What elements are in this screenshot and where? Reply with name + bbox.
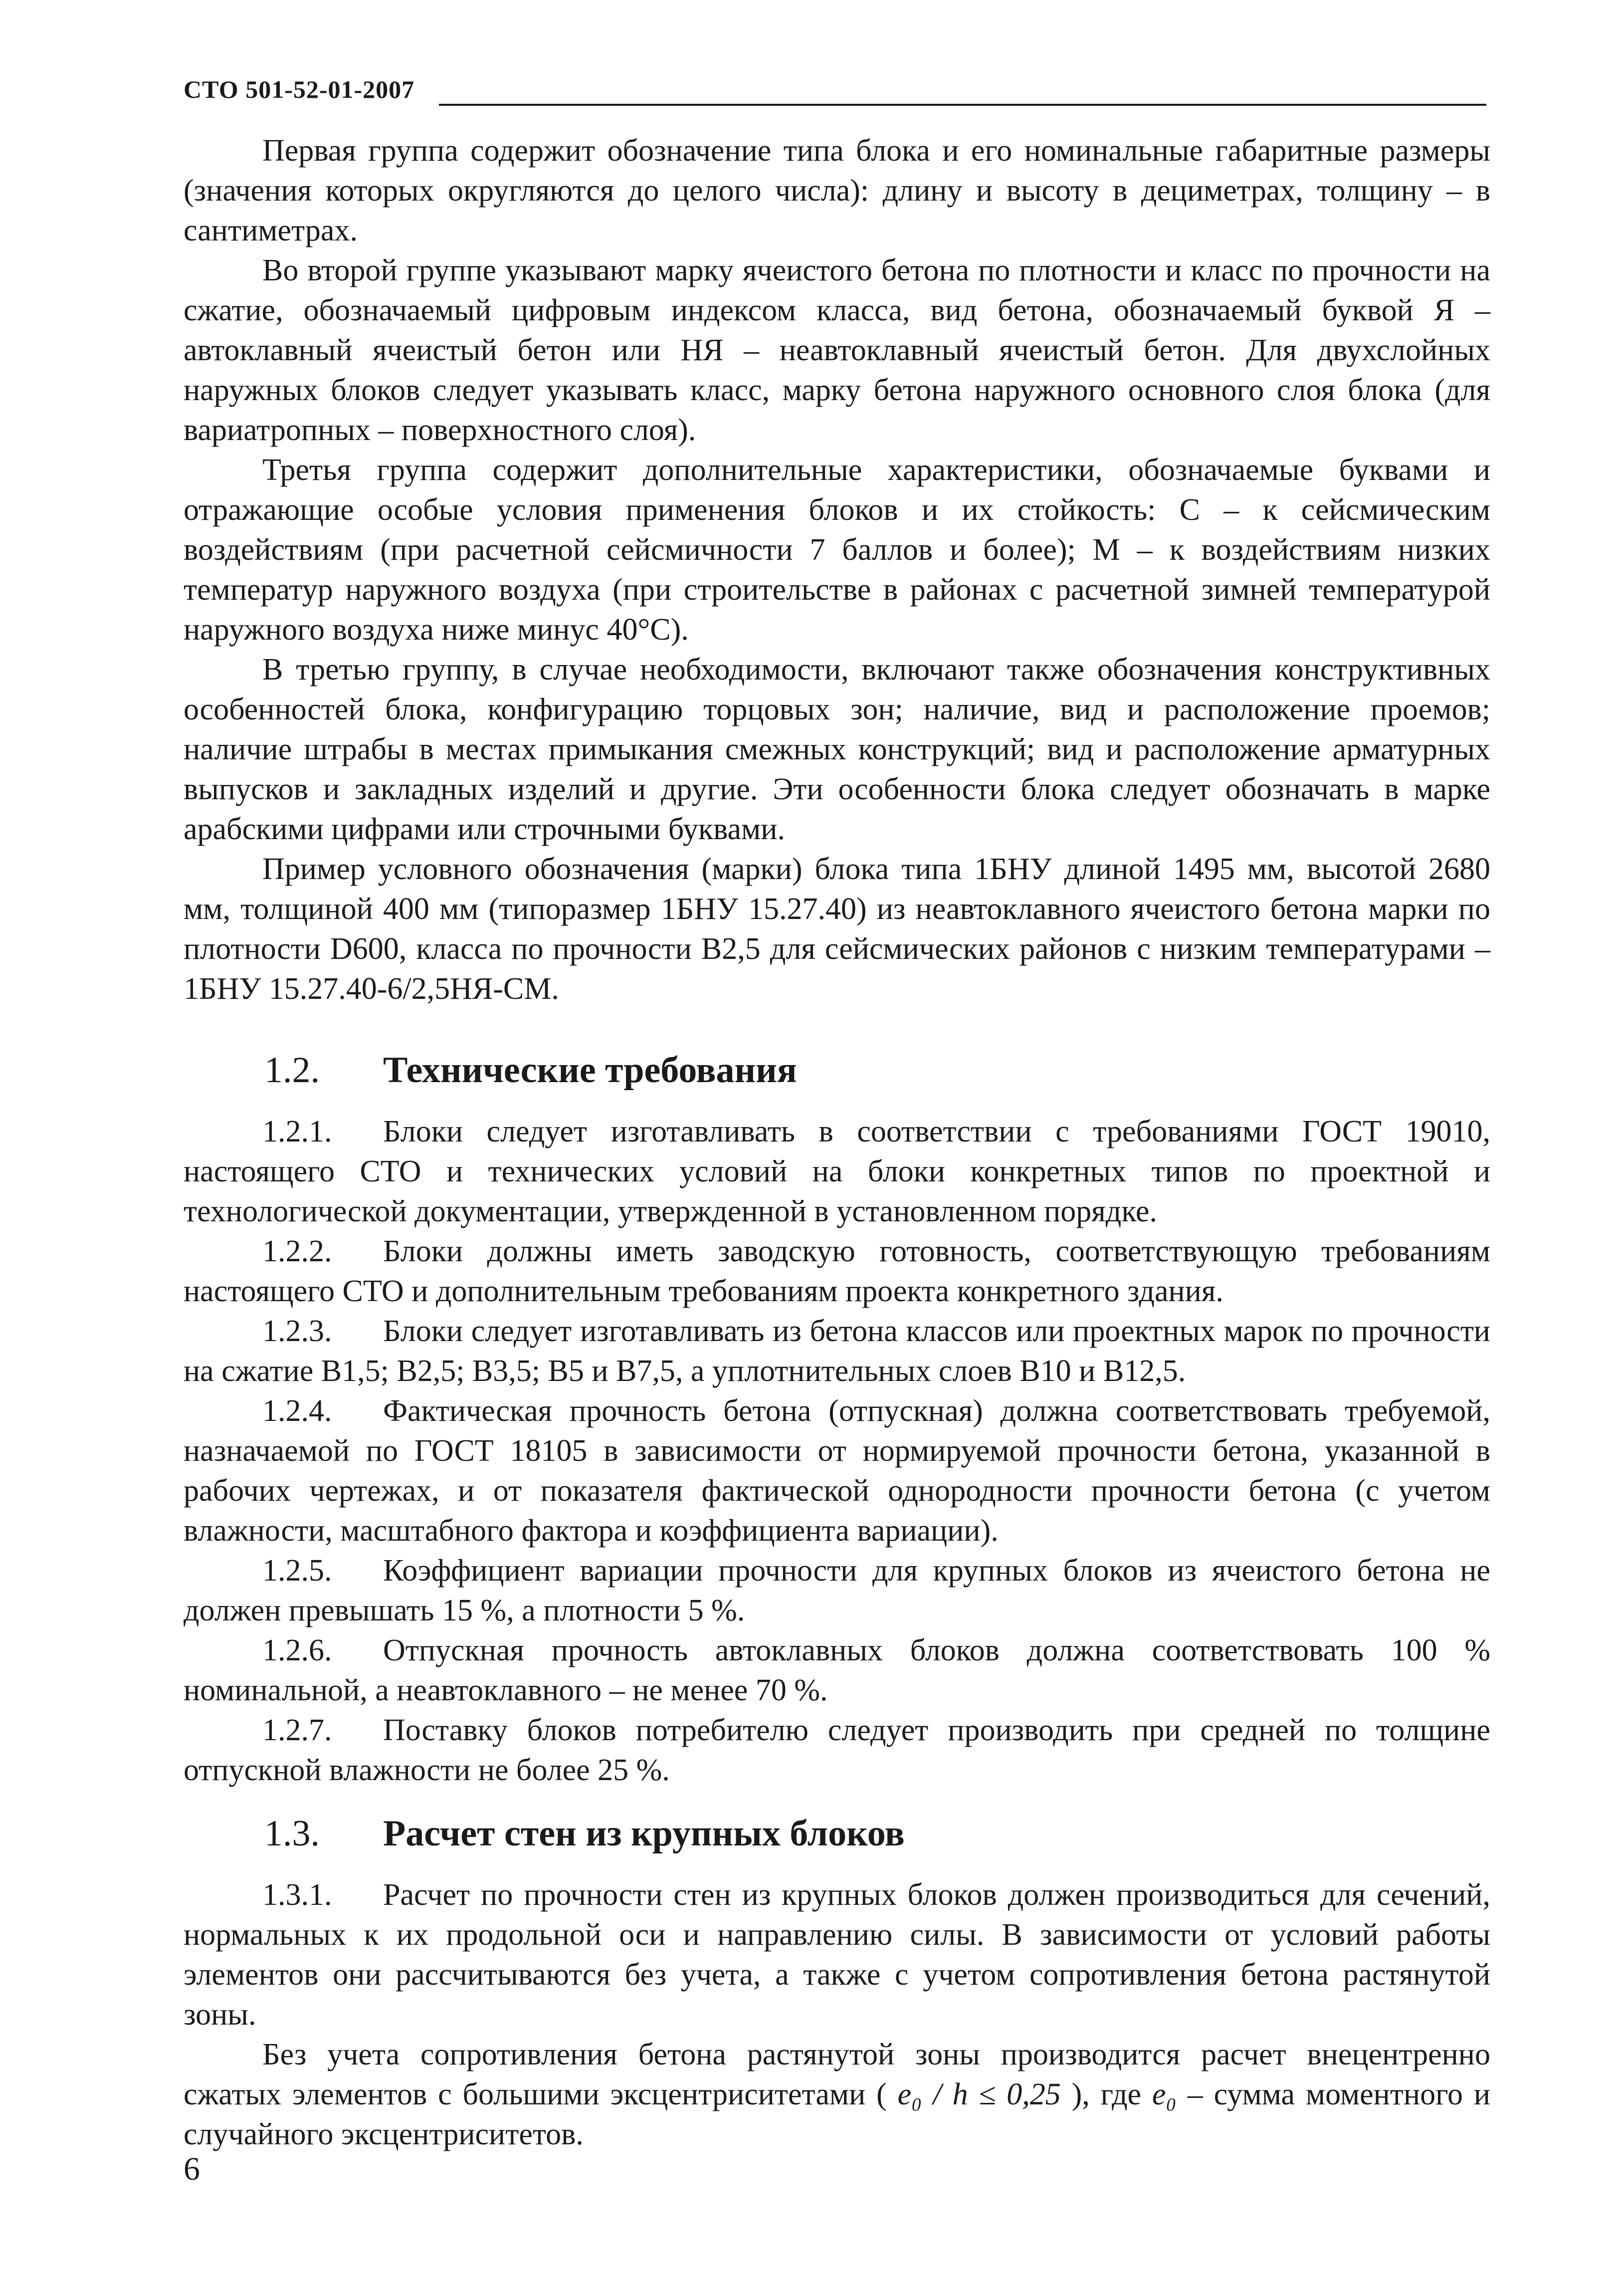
intro-paragraph: Первая группа содержит обозначение типа блока и его номинальные габаритные размеры (значения которых округляются до целого числа): длину и высоту в дециметрах, толщину – в сантиметрах. xyxy=(184,134,1490,247)
section-1-3-body xyxy=(184,1875,1490,2154)
header-rule xyxy=(439,104,1486,106)
clause-number: 1.2.7. xyxy=(262,1713,332,1747)
clause-text: Отпускная прочность автоклавных блоков должна соответствовать 100 % номинальной, а неавтоклавного – не менее 70 %. xyxy=(184,1633,1490,1707)
page-number: 6 xyxy=(184,2151,200,2187)
section-title: Расчет стен из крупных блоков xyxy=(383,1813,905,1854)
clause-text: Коэффициент вариации прочности для крупных блоков из ячеистого бетона не должен превышать 15 %, а плотности 5 %. xyxy=(184,1554,1490,1627)
clause-text: Блоки следует изготавливать в соответствии с требованиями ГОСТ 19010, настоящего СТО и технических условий на блоки конкретных типов по проектной и технологической документации, утвержденной в установленном порядке. xyxy=(184,1115,1490,1228)
clause xyxy=(184,1630,1490,1710)
clause xyxy=(184,1112,1490,1231)
eccentricity-variable: e₀ xyxy=(1152,2077,1177,2111)
intro-paragraph: В третью группу, в случае необходимости, включают также обозначения конструктивных особенностей блока, конфигурацию торцовых зон; наличие, вид и расположение проемов; наличие штрабы в местах примыкания смежных конструкций; вид и расположение арматурных выпусков и закладных изделий и другие. Эти особенности блока следует обозначать в марке арабскими цифрами или строчными буквами. xyxy=(184,653,1490,846)
clause xyxy=(184,1710,1490,1790)
clause-text: Поставку блоков потребителю следует производить при средней по толщине отпускной влажности не более 25 %. xyxy=(184,1713,1490,1787)
doc-code-header: СТО 501-52-01-2007 xyxy=(184,75,415,103)
clause-text: Блоки следует изготавливать из бетона классов или проектных марок по прочности на сжатие В1,5; В2,5; В3,5; В5 и В7,5, а уплотнительных слоев В10 и В12,5. xyxy=(184,1314,1490,1388)
clause-number: 1.2.2. xyxy=(262,1234,332,1268)
section-1-2-body xyxy=(184,1112,1490,1790)
intro-paragraph: Во второй группе указывают марку ячеистого бетона по плотности и класс по прочности на сжатие, обозначаемый цифровым индексом класса, вид бетона, обозначаемый буквой Я – автоклавный ячеистый бетон или НЯ – неавтоклавный ячеистый бетон. Для двухслойных наружных блоков следует указывать класс, марку бетона наружного основного слоя блока (для вариатропных – поверхностного слоя). xyxy=(184,253,1490,447)
intro-text xyxy=(184,131,1490,1009)
clause xyxy=(184,1391,1490,1551)
clause-text: Расчет по прочности стен из крупных блоков должен производиться для сечений, нормальных к их продольной оси и направлению силы. В зависимости от условий работы элементов они рассчитываются без учета, а также с учетом сопротивления бетона растянутой зоны. xyxy=(184,1878,1490,2032)
clause xyxy=(184,1551,1490,1630)
clause-text: Фактическая прочность бетона (отпускная) должна соответствовать требуемой, назначаемой по ГОСТ 18105 в зависимости от нормируемой прочности бетона, указанной в рабочих чертежах, и от показателя фактической однородности прочности бетона (с учетом влажности, масштабного фактора и коэффициента вариации). xyxy=(184,1394,1490,1548)
clause-number: 1.2.5. xyxy=(262,1554,332,1588)
section-number: 1.2. xyxy=(264,1050,320,1091)
paragraph-text: ), где xyxy=(1071,2077,1142,2111)
section-heading-1-3 xyxy=(264,1811,905,1856)
clause xyxy=(184,1311,1490,1391)
paragraph-text: – сумма моментного и случайного эксцентриситетов. xyxy=(184,2077,1491,2151)
clause-text: Блоки должны иметь заводскую готовность, соответствующую требованиям настоящего СТО и дополнительным требованиям проекта конкретного здания. xyxy=(184,1234,1490,1308)
intro-paragraph: Третья группа содержит дополнительные характеристики, обозначаемые буквами и отражающие особые условия применения блоков и их стойкость: С – к сейсмическим воздействиям (при расчетной сейсмичности 7 баллов и более); М – к воздействиям низких температур наружного воздуха (при строительстве в районах с расчетной зимней температурой наружного воздуха ниже минус 40°С). xyxy=(184,453,1490,647)
intro-paragraph: Пример условного обозначения (марки) блока типа 1БНУ длиной 1495 мм, высотой 2680 мм, толщиной 400 мм (типоразмер 1БНУ 15.27.40) из неавтоклавного ячеистого бетона марки по плотности D600, класса по прочности В2,5 для сейсмических районов с низким температурами – 1БНУ 15.27.40-6/2,5НЯ-СМ. xyxy=(184,852,1490,1006)
clause-number: 1.3.1. xyxy=(262,1878,332,1912)
clause xyxy=(184,1231,1490,1311)
formula-paragraph xyxy=(184,2035,1490,2154)
paragraph-text: Без учета сопротивления бетона растянутой зоны производится расчет внецентренно сжатых элементов с большими эксцентриситетами ( xyxy=(184,2038,1490,2111)
section-number: 1.3. xyxy=(264,1813,320,1854)
clause-number: 1.2.6. xyxy=(262,1633,332,1667)
clause-number: 1.2.1. xyxy=(262,1115,332,1148)
section-title: Технические требования xyxy=(383,1050,797,1091)
clause-number: 1.2.3. xyxy=(262,1314,332,1348)
section-heading-1-2 xyxy=(264,1048,797,1093)
clause-number: 1.2.4. xyxy=(262,1394,332,1428)
eccentricity-formula: e₀ / h ≤ 0,25 xyxy=(897,2077,1061,2111)
clause xyxy=(184,1875,1490,2035)
